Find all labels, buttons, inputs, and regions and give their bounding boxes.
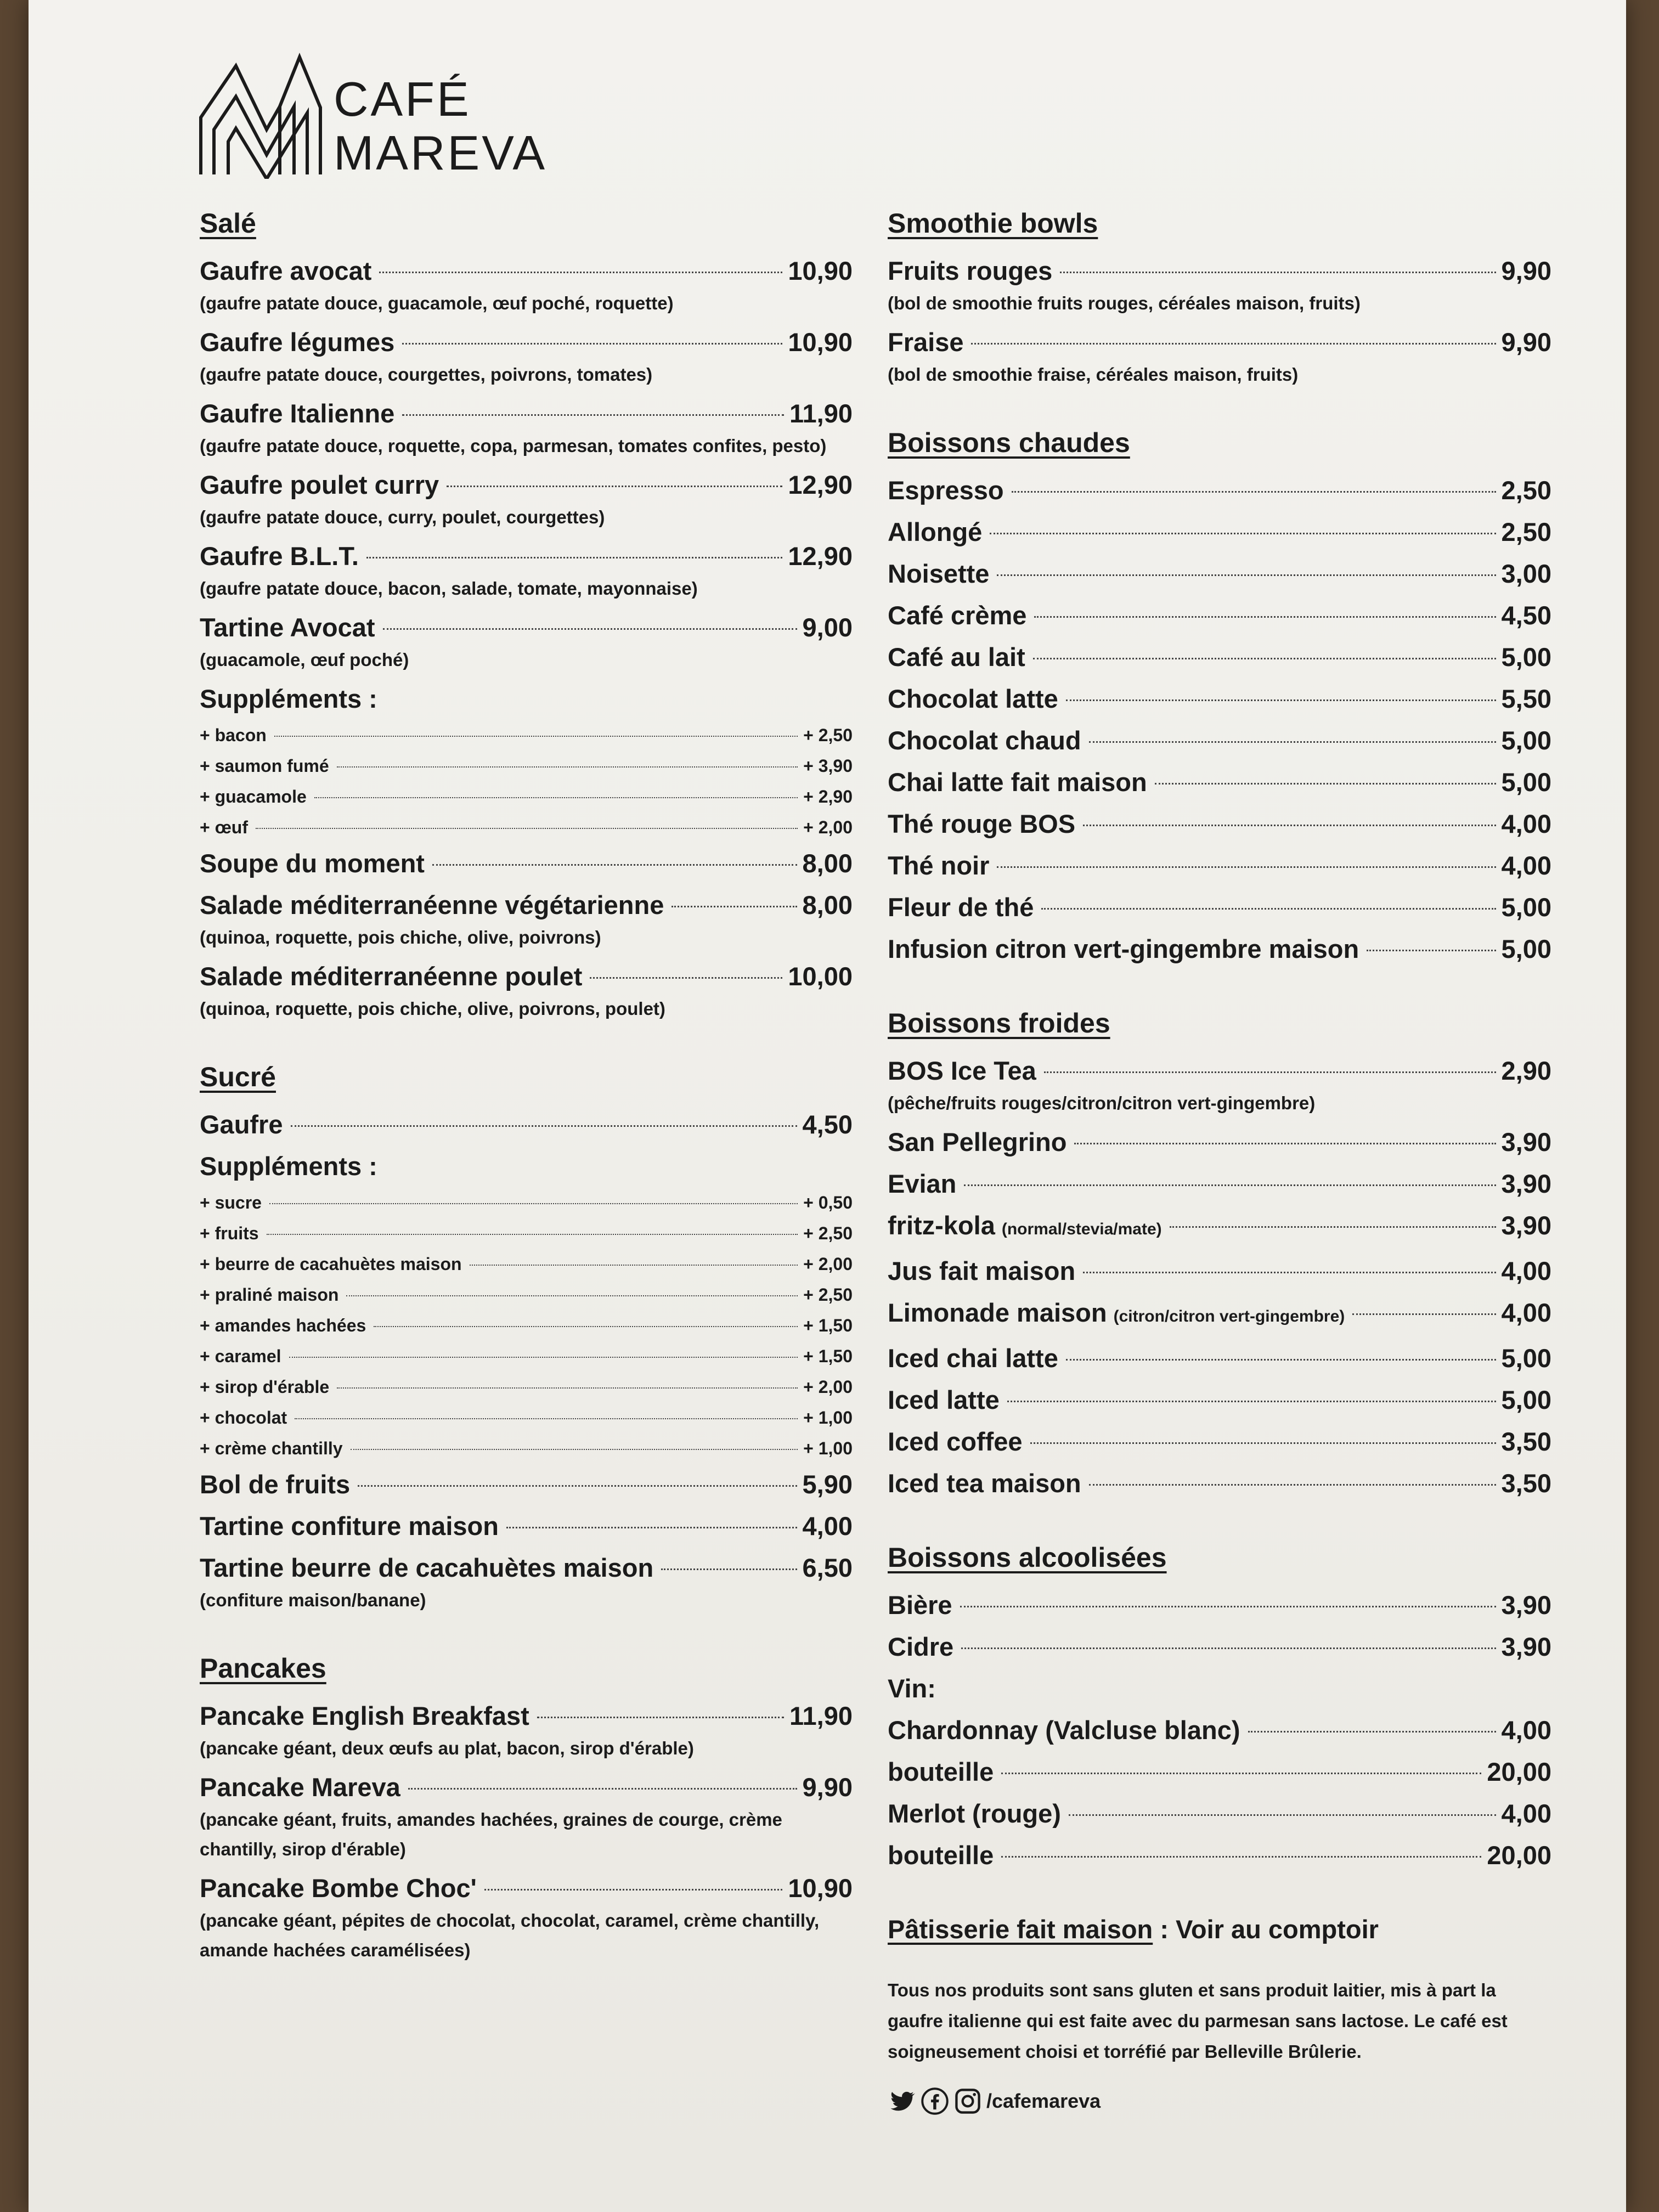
supplement-price: + 1,00 <box>803 1438 853 1458</box>
dot-leader <box>274 736 798 737</box>
dot-leader <box>997 574 1496 576</box>
item-price: 12,90 <box>788 470 853 499</box>
supplement-name: + œuf <box>200 817 248 837</box>
menu-item <box>888 595 1551 636</box>
item-name: Fleur de thé <box>888 893 1034 922</box>
menu-sheet <box>29 0 1626 2212</box>
dot-leader <box>960 1606 1496 1607</box>
menu-item <box>888 636 1551 678</box>
menu-item <box>888 678 1551 720</box>
item-note: (normal/stevia/mate) <box>1001 1220 1162 1238</box>
item-price: 10,90 <box>788 256 853 285</box>
dot-leader <box>379 272 782 273</box>
menu-item <box>200 1867 853 1909</box>
dot-leader <box>337 766 798 768</box>
dot-leader <box>537 1717 784 1718</box>
menu-section-boissons-alcoolisees <box>888 1538 1551 1876</box>
supplement-item <box>200 751 853 781</box>
supplement-price: + 2,90 <box>803 787 853 806</box>
item-name: Allongé <box>888 517 983 546</box>
item-name: Gaufre B.L.T. <box>200 541 359 571</box>
menu-item <box>200 884 853 926</box>
supplement-item <box>200 1279 853 1310</box>
dot-leader <box>590 977 782 979</box>
item-price: 5,00 <box>1501 934 1551 963</box>
item-price: 9,90 <box>802 1773 853 1802</box>
supplement-name: + chocolat <box>200 1408 287 1427</box>
menu-item <box>200 1104 853 1146</box>
social-handle[interactable]: /cafemareva <box>986 2090 1101 2112</box>
dot-leader <box>402 414 784 416</box>
right-column <box>888 204 1551 2115</box>
supplement-item <box>200 1402 853 1433</box>
dot-leader <box>1352 1313 1496 1315</box>
dot-leader <box>374 1326 798 1327</box>
item-name: Tartine Avocat <box>200 613 375 642</box>
menu-item <box>200 250 853 292</box>
dot-leader <box>672 906 797 907</box>
supplement-name: + sirop d'érable <box>200 1377 330 1397</box>
item-price: 3,90 <box>1501 1169 1551 1198</box>
dot-leader <box>1248 1731 1496 1733</box>
menu-item <box>200 607 853 648</box>
dot-leader <box>346 1295 798 1296</box>
item-price: 10,90 <box>788 1874 853 1903</box>
supplements-heading: Suppléments : <box>200 1152 377 1181</box>
allergen-footnote: Tous nos produits sont sans gluten et sans produit laitier, mis à part la gaufre italienne qui est faite avec du parmesan sans lactose. Le café est soigneusement choisi et torréfié par Belleville Brûlerie. <box>888 1980 1508 2062</box>
supplement-price: + 2,00 <box>803 1377 853 1397</box>
section-title: Sucré <box>200 1062 276 1092</box>
dot-leader <box>289 1357 798 1358</box>
menu-item <box>200 393 853 435</box>
pastry-note <box>888 1910 1551 1949</box>
item-price: 5,90 <box>802 1470 853 1499</box>
dot-leader <box>295 1418 798 1419</box>
item-name: Thé rouge BOS <box>888 809 1076 838</box>
menu-item <box>888 250 1551 292</box>
dot-leader <box>961 1647 1496 1649</box>
menu-item <box>200 843 853 884</box>
item-name: Gaufre avocat <box>200 256 372 285</box>
menu-item <box>888 1584 1551 1626</box>
menu-item <box>888 1250 1551 1292</box>
menu-item <box>888 1379 1551 1421</box>
dot-leader <box>1007 1401 1496 1402</box>
dot-leader <box>1083 1272 1496 1273</box>
item-name: Tartine beurre de cacahuètes maison <box>200 1553 654 1582</box>
item-description: (confiture maison/banane) <box>200 1590 426 1610</box>
item-price: 4,00 <box>1501 851 1551 880</box>
item-name: Jus fait maison <box>888 1256 1076 1285</box>
item-name: bouteille <box>888 1841 994 1870</box>
menu-section-smoothie-bowls <box>888 204 1551 390</box>
menu-item <box>888 1292 1551 1338</box>
dot-leader <box>351 1449 798 1450</box>
dot-leader <box>484 1889 783 1891</box>
item-price: 3,90 <box>1501 1590 1551 1620</box>
wine-heading: Vin: <box>888 1674 936 1703</box>
supplement-item <box>200 1218 853 1249</box>
menu-item <box>888 1835 1551 1876</box>
item-name: Infusion citron vert-gingembre maison <box>888 934 1359 963</box>
supplement-price: + 3,90 <box>803 756 853 776</box>
dot-leader <box>314 797 798 798</box>
item-price: 10,00 <box>788 962 853 991</box>
dot-leader <box>1069 1814 1496 1816</box>
item-description: (quinoa, roquette, pois chiche, olive, poivrons, poulet) <box>200 998 665 1019</box>
menu-item <box>200 464 853 506</box>
item-name: Limonade maison <box>888 1298 1107 1327</box>
item-price: 3,50 <box>1501 1469 1551 1498</box>
dot-leader <box>1060 272 1496 273</box>
item-description: (gaufre patate douce, bacon, salade, tomate, mayonnaise) <box>200 578 698 599</box>
menu-item <box>888 845 1551 887</box>
m-monogram-icon <box>198 47 324 179</box>
item-name: Iced chai latte <box>888 1344 1058 1373</box>
brand-line-1: CAFÉ <box>334 72 471 126</box>
section-title: Pancakes <box>200 1653 326 1684</box>
supplement-item <box>200 1372 853 1402</box>
supplements-heading: Suppléments : <box>200 684 377 713</box>
supplement-price: + 2,50 <box>803 1285 853 1305</box>
menu-section-sale <box>200 204 853 1024</box>
item-price: 5,00 <box>1501 768 1551 797</box>
item-note: (citron/citron vert-gingembre) <box>1113 1307 1345 1325</box>
item-name: Café au lait <box>888 642 1025 672</box>
item-name: Merlot (rouge) <box>888 1799 1061 1828</box>
menu-item <box>888 1205 1551 1250</box>
item-price: 4,00 <box>1501 809 1551 838</box>
item-price: 5,50 <box>1501 684 1551 713</box>
item-name: Fruits rouges <box>888 256 1053 285</box>
item-name: Bol de fruits <box>200 1470 351 1499</box>
item-price: 4,00 <box>1501 1298 1551 1327</box>
dot-leader <box>1044 1071 1496 1073</box>
item-description: (pancake géant, deux œufs au plat, bacon, sirop d'érable) <box>200 1738 694 1758</box>
item-price: 5,00 <box>1501 1385 1551 1414</box>
section-title: Smoothie bowls <box>888 208 1098 239</box>
item-description: (bol de smoothie fruits rouges, céréales maison, fruits) <box>888 293 1361 313</box>
item-description: (gaufre patate douce, curry, poulet, courgettes) <box>200 507 605 527</box>
dot-leader <box>447 486 782 487</box>
menu-section-boissons-chaudes <box>888 424 1551 970</box>
menu-item <box>888 511 1551 553</box>
item-price: 5,00 <box>1501 726 1551 755</box>
item-price: 3,50 <box>1501 1427 1551 1456</box>
item-name: Fraise <box>888 328 964 357</box>
item-name: Gaufre Italienne <box>200 399 395 428</box>
menu-item <box>888 720 1551 761</box>
menu-item <box>888 803 1551 845</box>
item-name: Salade méditerranéenne végétarienne <box>200 890 664 919</box>
item-price: 20,00 <box>1487 1841 1551 1870</box>
menu-item <box>200 956 853 997</box>
item-price: 4,00 <box>802 1511 853 1541</box>
dot-leader <box>1001 1856 1481 1858</box>
item-name: Iced latte <box>888 1385 1000 1414</box>
menu-item <box>200 321 853 363</box>
item-name: Cidre <box>888 1632 954 1661</box>
supplement-name: + crème chantilly <box>200 1438 343 1458</box>
supplement-item <box>200 1249 853 1279</box>
dot-leader <box>402 343 782 345</box>
supplement-item <box>200 1433 853 1464</box>
dot-leader <box>1066 1359 1496 1361</box>
item-description: (gaufre patate douce, guacamole, œuf poché, roquette) <box>200 293 674 313</box>
dot-leader <box>1089 741 1496 743</box>
supplement-price: + 0,50 <box>803 1193 853 1212</box>
item-name: Gaufre poulet curry <box>200 470 439 499</box>
item-price: 8,00 <box>802 849 853 878</box>
item-price: 3,00 <box>1501 559 1551 588</box>
supplement-price: + 1,50 <box>803 1346 853 1366</box>
section-title: Boissons alcoolisées <box>888 1542 1167 1573</box>
item-price: 9,00 <box>802 613 853 642</box>
brand-name <box>334 72 547 180</box>
item-price: 11,90 <box>789 1701 853 1730</box>
item-name: fritz-kola <box>888 1211 995 1240</box>
item-description: (guacamole, œuf poché) <box>200 650 409 670</box>
menu-item <box>888 1421 1551 1463</box>
supplement-name: + guacamole <box>200 787 307 806</box>
menu-item <box>888 321 1551 363</box>
item-name: Chardonnay (Valcluse blanc) <box>888 1716 1240 1745</box>
item-name: Pancake English Breakfast <box>200 1701 529 1730</box>
supplement-name: + bacon <box>200 725 267 745</box>
menu-section-pancakes <box>200 1649 853 1965</box>
dot-leader <box>1074 1143 1496 1144</box>
cafe-logo <box>198 47 549 179</box>
twitter-icon[interactable] <box>888 2087 916 2115</box>
supplement-item <box>200 781 853 812</box>
item-price: 3,90 <box>1501 1127 1551 1156</box>
right-sections <box>888 204 1551 1876</box>
item-name: Gaufre légumes <box>200 328 395 357</box>
supplement-price: + 2,50 <box>803 1223 853 1243</box>
dot-leader <box>1066 699 1496 701</box>
item-name: Chai latte fait maison <box>888 768 1147 797</box>
dot-leader <box>470 1265 798 1266</box>
supplement-price: + 2,00 <box>803 1254 853 1274</box>
item-name: BOS Ice Tea <box>888 1056 1036 1085</box>
pastry-title: Pâtisserie fait maison <box>888 1915 1153 1944</box>
section-title: Boissons chaudes <box>888 427 1130 458</box>
item-name: Thé noir <box>888 851 990 880</box>
menu-item <box>888 928 1551 970</box>
dot-leader <box>997 866 1496 868</box>
item-name: Chocolat latte <box>888 684 1058 713</box>
dot-leader <box>1083 825 1496 826</box>
supplement-name: + beurre de cacahuètes maison <box>200 1254 462 1274</box>
supplement-name: + amandes hachées <box>200 1316 366 1335</box>
item-name: Soupe du moment <box>200 849 425 878</box>
supplement-item <box>200 812 853 843</box>
item-price: 4,50 <box>1501 601 1551 630</box>
menu-item <box>888 1050 1551 1092</box>
item-name: Espresso <box>888 476 1004 505</box>
item-name: Chocolat chaud <box>888 726 1081 755</box>
item-price: 8,00 <box>802 890 853 919</box>
item-name: Noisette <box>888 559 990 588</box>
social-links <box>888 2087 1551 2115</box>
dot-leader <box>1001 1773 1481 1774</box>
supplement-price: + 2,00 <box>803 817 853 837</box>
item-price: 11,90 <box>789 399 853 428</box>
item-name: Iced tea maison <box>888 1469 1081 1498</box>
menu-section-boissons-froides <box>888 1004 1551 1504</box>
dot-leader <box>256 828 798 829</box>
menu-item <box>888 1338 1551 1379</box>
menu-section-sucre <box>200 1058 853 1615</box>
item-name: Pancake Bombe Choc' <box>200 1874 477 1903</box>
dot-leader <box>661 1568 797 1570</box>
supplement-item <box>200 1341 853 1372</box>
dot-leader <box>1041 908 1496 910</box>
item-price: 4,00 <box>1501 1716 1551 1745</box>
menu-item <box>888 887 1551 928</box>
dot-leader <box>383 628 797 630</box>
dot-leader <box>358 1485 797 1487</box>
item-name: Iced coffee <box>888 1427 1023 1456</box>
item-price: 9,90 <box>1501 256 1551 285</box>
dot-leader <box>1012 491 1496 493</box>
supplement-item <box>200 1310 853 1341</box>
item-description: (gaufre patate douce, courgettes, poivrons, tomates) <box>200 364 653 385</box>
item-price: 6,50 <box>802 1553 853 1582</box>
menu-item <box>888 1121 1551 1163</box>
item-price: 5,00 <box>1501 893 1551 922</box>
supplement-name: + caramel <box>200 1346 281 1366</box>
item-name: Tartine confiture maison <box>200 1511 499 1541</box>
item-price: 3,90 <box>1501 1632 1551 1661</box>
supplement-name: + sucre <box>200 1193 262 1212</box>
brand-line-2: MAREVA <box>334 126 548 180</box>
menu-item <box>200 1464 853 1505</box>
item-description: (quinoa, roquette, pois chiche, olive, poivrons) <box>200 927 601 947</box>
section-title: Boissons froides <box>888 1008 1110 1039</box>
supplement-item <box>200 720 853 751</box>
menu-item <box>888 1751 1551 1793</box>
menu-item <box>888 761 1551 803</box>
dot-leader <box>408 1788 797 1790</box>
item-name: Bière <box>888 1590 952 1620</box>
item-name: Salade méditerranéenne poulet <box>200 962 583 991</box>
item-name: Café crème <box>888 601 1027 630</box>
facebook-icon[interactable] <box>921 2087 949 2115</box>
dot-leader <box>1089 1484 1496 1486</box>
dot-leader <box>1155 783 1496 785</box>
item-price: 2,50 <box>1501 476 1551 505</box>
item-price: 5,00 <box>1501 642 1551 672</box>
menu-item <box>888 1163 1551 1205</box>
dot-leader <box>971 343 1496 345</box>
dot-leader <box>432 864 797 866</box>
item-price: 9,90 <box>1501 328 1551 357</box>
item-price: 20,00 <box>1487 1757 1551 1786</box>
left-column <box>200 204 853 1999</box>
menu-item <box>200 1767 853 1808</box>
item-description: (bol de smoothie fraise, céréales maison, fruits) <box>888 364 1299 385</box>
instagram-icon[interactable] <box>953 2087 982 2115</box>
dot-leader <box>1170 1226 1496 1228</box>
item-price: 3,90 <box>1501 1211 1551 1240</box>
item-name: bouteille <box>888 1757 994 1786</box>
dot-leader <box>1034 616 1496 618</box>
menu-item <box>888 1626 1551 1668</box>
dot-leader <box>267 1234 798 1235</box>
menu-item <box>888 1793 1551 1835</box>
item-price: 10,90 <box>788 328 853 357</box>
item-name: San Pellegrino <box>888 1127 1067 1156</box>
item-name: Pancake Mareva <box>200 1773 400 1802</box>
item-name: Gaufre <box>200 1110 283 1139</box>
dot-leader <box>337 1387 798 1389</box>
dot-leader <box>1367 950 1496 951</box>
dot-leader <box>366 557 783 558</box>
dot-leader <box>964 1184 1496 1186</box>
dot-leader <box>291 1125 797 1127</box>
supplement-price: + 1,50 <box>803 1316 853 1335</box>
supplement-price: + 2,50 <box>803 725 853 745</box>
dot-leader <box>506 1527 797 1528</box>
pastry-text: : Voir au comptoir <box>1153 1915 1379 1944</box>
menu-item <box>200 535 853 577</box>
item-description: (gaufre patate douce, roquette, copa, parmesan, tomates confites, pesto) <box>200 436 827 456</box>
menu-item <box>888 553 1551 595</box>
item-price: 4,50 <box>802 1110 853 1139</box>
supplement-name: + fruits <box>200 1223 259 1243</box>
dot-leader <box>990 533 1496 534</box>
item-price: 4,00 <box>1501 1256 1551 1285</box>
dot-leader <box>269 1203 798 1204</box>
menu-item <box>200 1505 853 1547</box>
supplement-item <box>200 1187 853 1218</box>
menu-item <box>888 1463 1551 1504</box>
dot-leader <box>1033 658 1496 659</box>
item-description: (pêche/fruits rouges/citron/citron vert-gingembre) <box>888 1093 1316 1113</box>
item-price: 2,50 <box>1501 517 1551 546</box>
menu-item <box>200 1547 853 1589</box>
supplement-name: + saumon fumé <box>200 756 329 776</box>
item-price: 5,00 <box>1501 1344 1551 1373</box>
item-name: Evian <box>888 1169 957 1198</box>
menu-item <box>888 1709 1551 1751</box>
item-description: (pancake géant, fruits, amandes hachées, graines de courge, crème chantilly, sirop d'érable) <box>200 1809 782 1859</box>
section-title: Salé <box>200 208 256 239</box>
menu-item <box>888 470 1551 511</box>
menu-item <box>200 1695 853 1737</box>
item-description: (pancake géant, pépites de chocolat, chocolat, caramel, crème chantilly, amande hachées caramélisées) <box>200 1910 820 1960</box>
supplement-price: + 1,00 <box>803 1408 853 1427</box>
item-price: 12,90 <box>788 541 853 571</box>
item-price: 2,90 <box>1501 1056 1551 1085</box>
dot-leader <box>1030 1442 1496 1444</box>
item-price: 4,00 <box>1501 1799 1551 1828</box>
supplement-name: + praliné maison <box>200 1285 339 1305</box>
